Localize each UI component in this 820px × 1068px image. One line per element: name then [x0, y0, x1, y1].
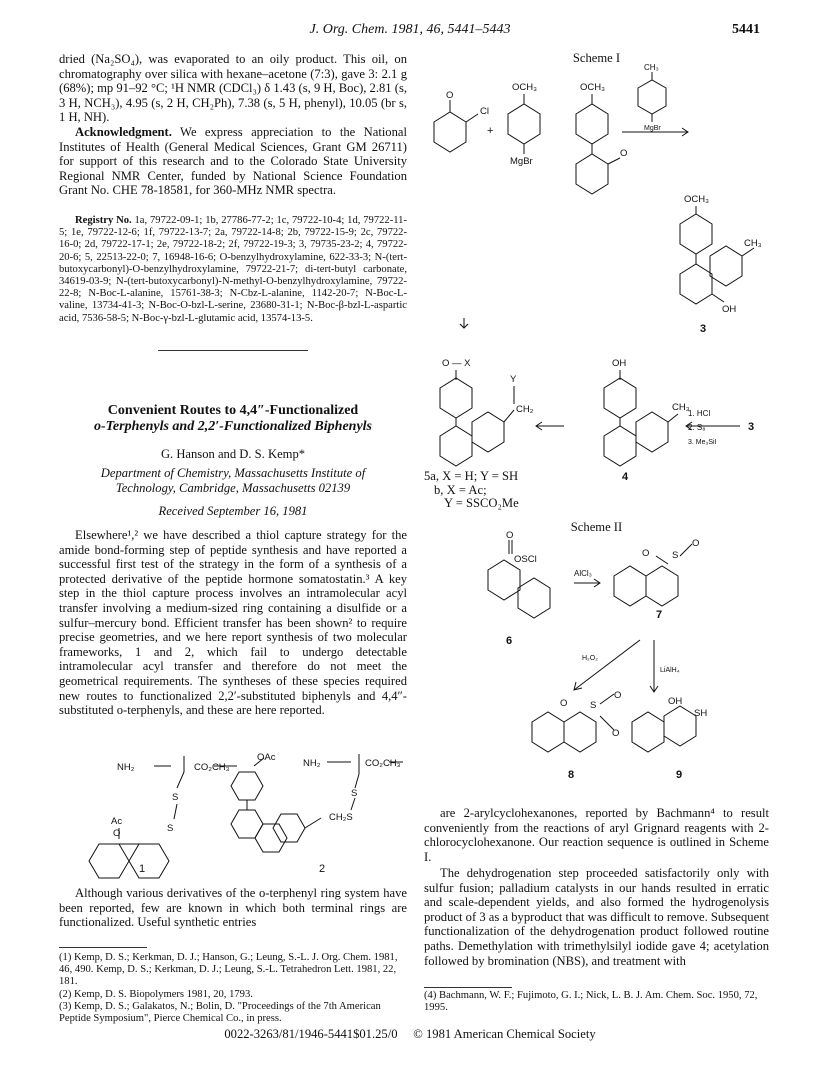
s1-ch3-tolyl: CH₃: [644, 63, 659, 72]
s1-ch3-3: CH₃: [744, 238, 762, 249]
intro-paragraph: [59, 528, 407, 718]
s1-oh-4: OH: [612, 358, 627, 369]
footnotes-right: [424, 990, 769, 1014]
s2-s-7: S: [672, 550, 679, 561]
right-paragraph-2: [424, 866, 769, 968]
s2-ch2s: CH₂S: [329, 812, 353, 823]
legend-5a: 5a, X = H; Y = SH: [424, 469, 519, 483]
experimental-paragraph: dried (Na₂SO₄), was evaporated to an oily product. This oil, on chromatography over silica with hexane–acetone (7:3), gave 3: 2.1 g (68%); mp 91–92 °C; ¹H NMR (CDCl₃) δ 1.43 (s, 9 H, Boc), 2.81 (s, 3 H, NCH₃), 4.95 (s, 2 H, CH₂Ph), 7.38 (s, 5 H, phenyl), 10.05 (br s, 1 H, NH).: [59, 52, 407, 125]
compound-3-label: 3: [700, 323, 707, 335]
s1-och3-product: OCH₃: [580, 82, 605, 93]
s2-s-8: S: [590, 700, 597, 711]
article-code: 0022-3263/81/1946-5441$01.25/0: [224, 1027, 398, 1041]
s1-s-upper: S: [172, 792, 179, 803]
legend-5b: b, X = Ac;: [434, 482, 487, 497]
registry-numbers: [59, 215, 407, 325]
s1-co2ch3: CO₂CH₃: [194, 762, 230, 773]
intro-text: Elsewhere¹,² we have described a thiol capture strategy for the amide bond-forming step of peptide synthesis and have reported a successful first test of the strategy in the form of a synthesis of a protected derivative of the peptide hormone somatostatin.³ A key step in the thiol capture process involves an intramolecular acyl transfer involving a medium-sized ring containing a disulfide or a sulfur–mercury bond. Efficient transfer has been shown² to require precise geometries, and we here report synthesis of two molecular frameworks, 1 and 2, which fail to undergo detectable intramolecular acyl transfer and therefore do not meet the geometrical requirements. The syntheses of these species required new routes to functionalized 2,2′-substituted biphenyls and 4,4″-substituted o-terphenyls, and these are here reported.: [59, 528, 407, 718]
footnote-rule-right: [424, 987, 512, 988]
compound-8-label: 8: [568, 769, 575, 781]
footnote-4: (4) Bachmann, W. F.; Fujimoto, G. I.; Nick, L. B. J. Am. Chem. Soc. 1950, 72, 1995.: [424, 990, 758, 1014]
authors: G. Hanson and D. S. Kemp*: [160, 447, 306, 461]
scheme-2-labels: [506, 530, 707, 781]
page-number: 5441: [732, 22, 760, 37]
s1-mgbr-tolyl: MgBr: [644, 125, 661, 132]
compound-7-label: 7: [656, 609, 663, 621]
s2-alcl3: AlCl₃: [574, 569, 592, 578]
s2-oac: OAc: [257, 752, 276, 763]
s1-och3-3: OCH₃: [684, 194, 709, 205]
s2-co2ch3: CO₂CH₃: [365, 758, 401, 769]
acknowledgment: [59, 125, 407, 198]
reagent-3: 3. Me₃SiI: [688, 439, 717, 446]
footnote-1: (1) Kemp, D. S.; Kerkman, D. J.; Hanson, G.; Leung, S.-L. J. Org. Chem. 1981, 46, 490. Kemp, D. S.; Kerkman, D. J.; Leung, S.-L. Tetrahedron Lett. 1981, 22, 181.: [59, 952, 398, 988]
structures-1-2: [59, 744, 407, 884]
received-date: Received September 16, 1981: [158, 504, 308, 518]
scheme-1-labels: [442, 63, 762, 483]
dehydrogenation-text: The dehydrogenation step proceeded satisfactorily only with sulfur fusion; palladium catalysts in our hands resulted in erratic and scale-dependent yields, and also formed the hydrogenolysis product of 3 as a byproduct that was difficult to remove. Subsequent functionalization of the dehydrogenation product followed routine paths. Demethylation with trimethylsilyl iodide gave 4; acetylation followed by bromination (NBS), and treatment with: [424, 866, 769, 968]
s1-ch3-4: CH₃: [672, 402, 690, 413]
affiliation: Department of Chemistry, Massachusetts Institute of Technology, Cambridge, Massachusetts 02139: [100, 466, 366, 495]
ack-heading: Acknowledgment.: [75, 125, 172, 139]
ack-body: We express appreciation to the National Institutes of Health (General Medical Sciences, Grant GM 26711) for support of this research and to the Colorado State University Regional NMR Center, funded by National Science Foundation Grant No. CHE 78-18581, for 360-MHz NMR spectra.: [59, 125, 407, 198]
title-line-1: Convenient Routes to 4,4″-Functionalized: [107, 403, 359, 418]
s2-s: S: [351, 788, 358, 799]
footnote-rule: [59, 947, 147, 948]
reagent-1: 1. HCl: [688, 409, 711, 418]
compound-1-label: 1: [139, 863, 146, 875]
copyright: © 1981 American Chemical Society: [413, 1027, 596, 1041]
footnote-3: (3) Kemp, D. S.; Galakatos, N.; Bolin, D. "Proceedings of the 7th American Peptide Symposium", Pierce Chemical Co., in press.: [59, 1000, 381, 1025]
scheme-1-figure: [424, 63, 769, 516]
legend-5b-y: Y = SSCO₂Me: [444, 496, 519, 511]
compound-9-label: 9: [676, 769, 683, 781]
compound-5-legend: [424, 470, 554, 511]
experimental-tail: [59, 52, 407, 125]
compound-6-label: 6: [506, 635, 513, 647]
structure-1-labels: [111, 762, 230, 875]
terphenyl-paragraph: [59, 886, 407, 930]
registry-heading: Registry No.: [75, 215, 132, 226]
s1-y: Y: [510, 374, 517, 385]
s2-oh-9: OH: [668, 696, 683, 707]
footnotes-left: [59, 952, 407, 1025]
s1-s-lower: S: [167, 823, 174, 834]
s2-o-8c: O: [612, 728, 620, 739]
s1-mgbr-reagent: MgBr: [510, 156, 533, 167]
footnote-2: (2) Kemp, D. S. Biopolymers 1981, 20, 1793.: [59, 988, 253, 1000]
s1-ketone-o-product: O: [620, 148, 628, 159]
s1-o: O: [113, 828, 121, 839]
structure-2-labels: [257, 752, 401, 875]
s1-oh-3: OH: [722, 304, 737, 315]
s2-o-6: O: [506, 530, 514, 541]
section-divider: [158, 350, 308, 351]
compound-3-ref: 3: [748, 421, 755, 433]
s1-ox: O — X: [442, 358, 471, 369]
s1-och3-reagent: OCH₃: [512, 82, 537, 93]
s2-nh2: NH₂: [303, 758, 321, 769]
compound-2-label: 2: [319, 863, 326, 875]
page-footer: [0, 1027, 820, 1042]
s2-o-7b: O: [692, 538, 700, 549]
s2-h2o2: H₂O₂: [582, 655, 598, 662]
scheme-1-label: Scheme I: [572, 51, 621, 65]
s1-ketone-o: O: [446, 90, 454, 101]
article-title: [59, 403, 407, 435]
s2-o-7: O: [642, 548, 650, 559]
registry-body: 1a, 79722-09-1; 1b, 27786-77-2; 1c, 79722-10-4; 1d, 79722-11-5; 1e, 79722-12-6; 1f, 79722-13-7; 2a, 79722-14-8; 2b, 79722-15-9; 2c, 79722-16-0; 2d, 79722-17-1; 2e, 79722-18-2; 2f, 79722-19-3; 3, 79735-23-2; 4, 79722-20-6; 5, 22513-22-0; 7, 16948-16-6; O-benzylhydroxylamine, 622-33-3; N-(tert-butoxycarbonyl)-O-benzylhydroxylamine, 79722-21-7; di-tert-butyl carbonate, 34619-03-9; N-(tert-butoxycarbonyl)-N-methyl-O-benzylhydroxylamine, 79722-22-8; N-Boc-L-alanine, 15761-38-3; N-Cbz-L-alanine, 1142-20-7; N-Boc-L-valine, 13734-41-3; N-Boc-O-bzl-L-serine, 23680-31-1; N-Boc-β-bzl-L-aspartic acid, 7536-58-5; N-Boc-γ-bzl-L-glutamic acid, 13574-13-5.: [59, 215, 407, 324]
running-header: [0, 22, 820, 42]
terphenyl-text: Although various derivatives of the o-terphenyl ring system have been reported, few are known in which both terminal rings are functionalized. Useful synthetic entries: [59, 886, 407, 930]
scheme-2-figure: [424, 530, 769, 806]
journal-citation: J. Org. Chem. 1981, 46, 5441–5443: [309, 22, 511, 37]
s1-cl: Cl: [480, 106, 489, 117]
s2-sh-9: SH: [694, 708, 708, 719]
s1-nh2: NH₂: [117, 762, 135, 773]
s1-plus: +: [487, 125, 494, 137]
reagent-2: 2. S₈: [688, 423, 706, 432]
compound-4-label: 4: [622, 471, 629, 483]
s2-osci: OSCl: [514, 554, 537, 565]
bachmann-text: are 2-arylcyclohexanones, reported by Bachmann⁴ to result conveniently from the reactions of aryl Grignard reagents with 2-chlorocyclohexanone. Our reaction sequence is outlined in Scheme I.: [424, 806, 769, 864]
s1-ac: Ac: [111, 816, 123, 827]
scheme-2-label: Scheme II: [570, 520, 623, 534]
s2-o-8: O: [560, 698, 568, 709]
s1-ch2: CH₂: [516, 404, 534, 415]
title-line-2: o-Terphenyls and 2,2′-Functionalized Biphenyls: [93, 419, 372, 434]
s2-o-8b: O: [614, 690, 622, 701]
s2-lialh4: LiAlH₄: [660, 667, 680, 674]
right-paragraph-1: [424, 806, 769, 864]
